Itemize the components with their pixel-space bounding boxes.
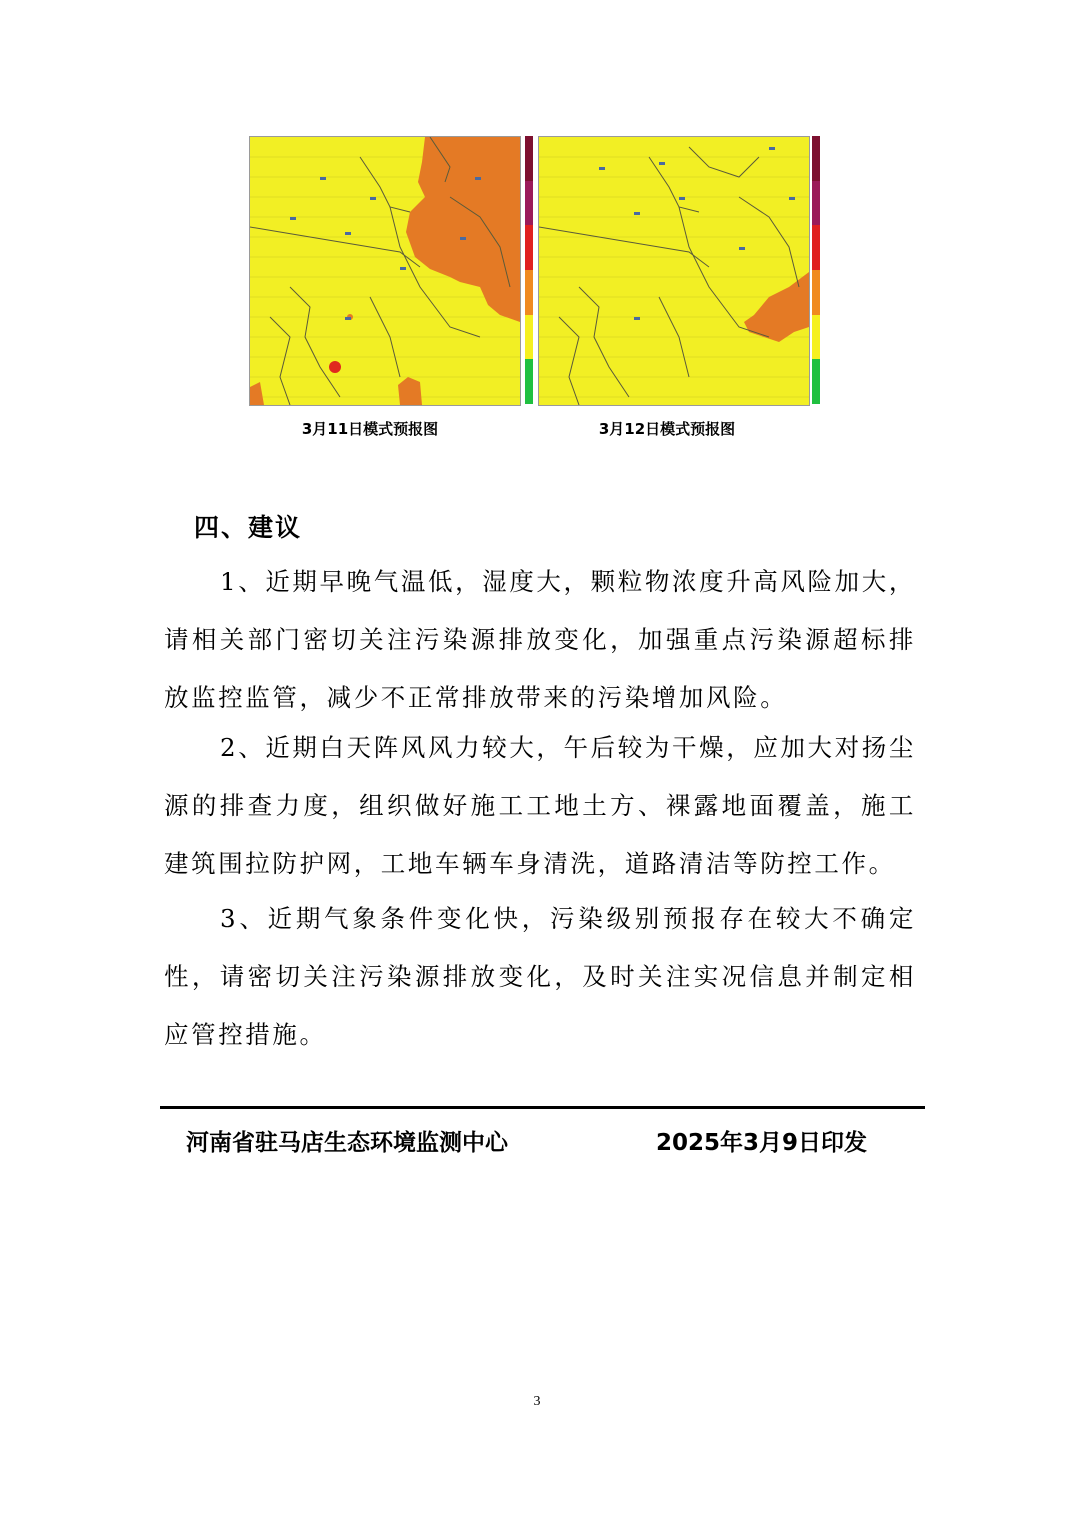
footer-divider: [160, 1106, 925, 1109]
map-caption-1: 3月11日模式预报图: [301, 420, 439, 438]
issue-date: 2025年3月9日印发: [656, 1130, 868, 1156]
forecast-map-image-2: [538, 136, 810, 406]
page-number: 3: [533, 1394, 541, 1409]
forecast-map-image-1: [249, 136, 521, 406]
recommendation-paragraph-3: 3、近期气象条件变化快，污染级别预报存在较大不确定性，请密切关注污染源排放变化，及时关注实况信息并制定相应管控措施。: [164, 904, 916, 1049]
color-scale-legend-2: [812, 136, 820, 404]
recommendation-paragraph-1: 1、近期早晚气温低，湿度大，颗粒物浓度升高风险加大，请相关部门密切关注污染源排放变化，加强重点污染源超标排放监控监管，减少不正常排放带来的污染增加风险。: [164, 567, 916, 712]
color-scale-legend-1: [525, 136, 533, 404]
issuer-name: 河南省驻马店生态环境监测中心: [186, 1130, 508, 1156]
recommendation-paragraph-2: 2、近期白天阵风风力较大，午后较为干燥，应加大对扬尘源的排查力度，组织做好施工工地土方、裸露地面覆盖，施工建筑围拉防护网，工地车辆车身清洗，道路清洁等防控工作。: [164, 733, 916, 878]
map-caption-2: 3月12日模式预报图: [598, 420, 736, 438]
section-heading: 四、建议: [194, 513, 303, 542]
